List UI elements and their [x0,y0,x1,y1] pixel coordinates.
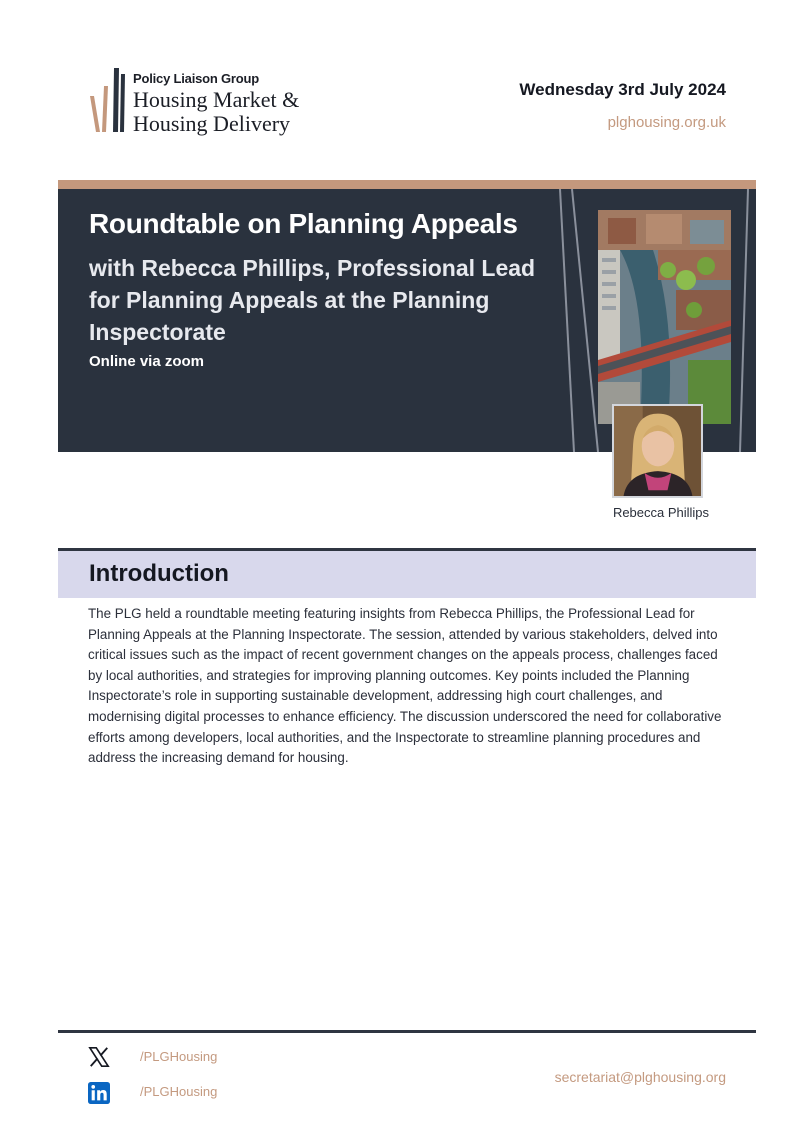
footer-divider [58,1030,756,1033]
city-aerial-photo [598,210,731,424]
event-title: Roundtable on Planning Appeals [89,208,518,239]
website-link[interactable]: plghousing.org.uk [607,114,726,131]
plg-logo-icon [88,66,128,136]
logo-org-name: Policy Liaison Group [133,71,260,86]
logo-title-line2: Housing Delivery [133,111,291,136]
logo [88,66,348,146]
event-date: Wednesday 3rd July 2024 [519,80,726,99]
x-handle-link[interactable]: /PLGHousing [140,1049,218,1064]
linkedin-icon[interactable] [88,1082,110,1104]
introduction-body: The PLG held a roundtable meeting featuring insights from Rebecca Phillips, the Professional Lead for Planning Appeals at the Planning Inspectorate. The session, attended by various stakeholders, delved into critical issues such as the impact of recent government changes on the appeals process, challenges faced by local authorities, and strategies for improving planning outcomes. Key points included the Planning Inspectorate’s role in supporting sustainable development, addressing high court challenges, and modernising digital processes to enhance efficiency. The discussion underscored the need for collaborative efforts among developers, local authorities, and the Inspectorate to streamline planning procedures and address the increasing demand for housing. [88,606,722,766]
event-location: Online via zoom [89,353,205,370]
logo-title-line1: Housing Market & [133,87,300,112]
speaker-portrait-photo [612,404,703,498]
introduction-header [58,551,756,598]
email-link[interactable]: secretariat@plghousing.org [554,1069,726,1085]
event-subtitle: with Rebecca Phillips, Professional Lead for Planning Appeals at the Planning Inspectorate [89,255,536,345]
linkedin-handle-link[interactable]: /PLGHousing [140,1084,218,1099]
accent-bar [58,180,756,189]
introduction-heading: Introduction [89,560,229,587]
logo-title [133,88,299,136]
speaker-name: Rebecca Phillips [612,505,710,520]
x-icon[interactable] [88,1046,110,1068]
